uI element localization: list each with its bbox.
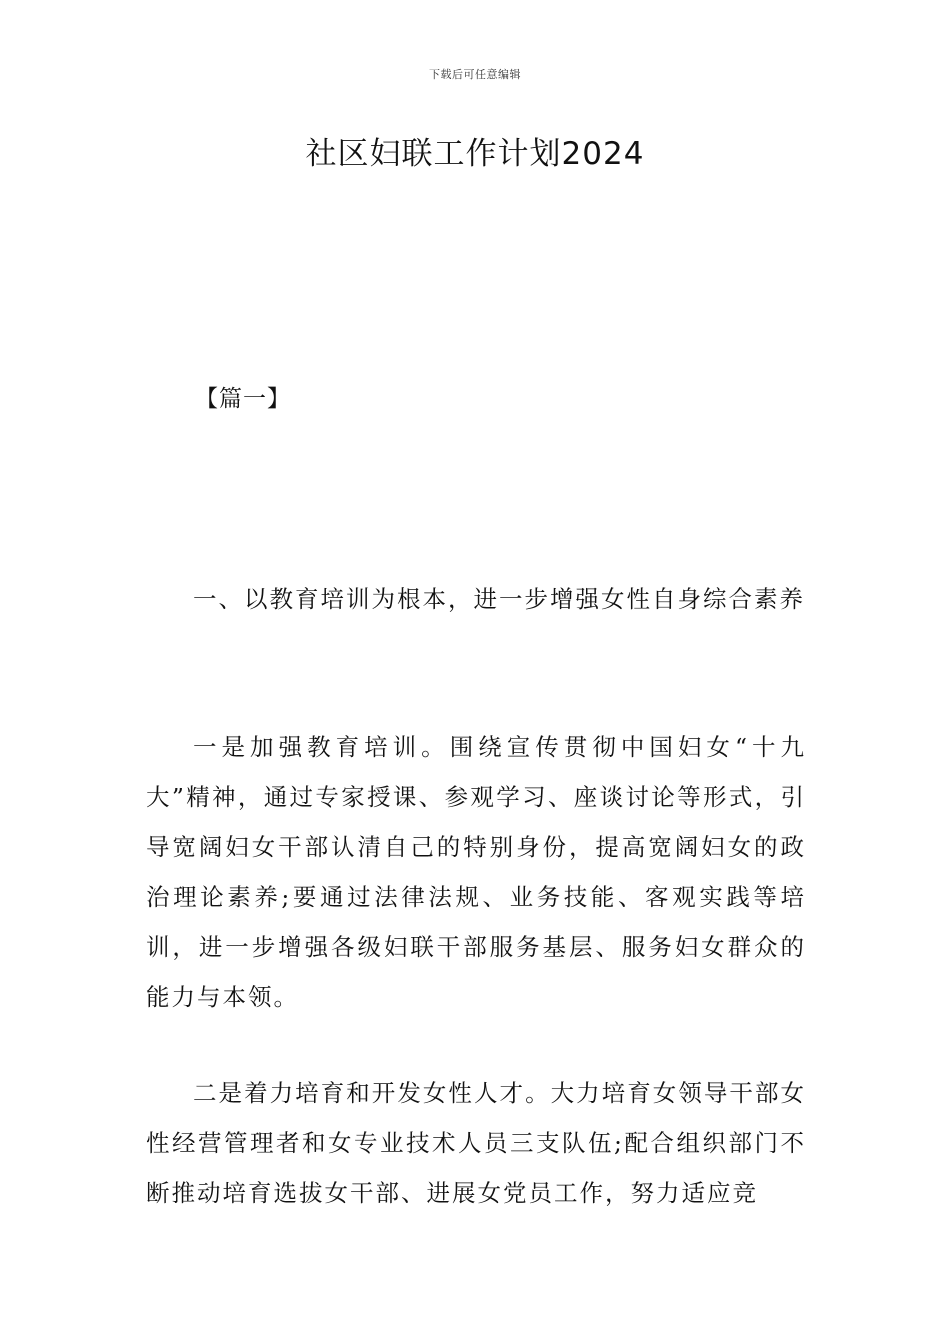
paragraph-education-training: 一是加强教育培训。围绕宣传贯彻中国妇女“十九大”精神，通过专家授课、参观学习、座谈讨论等形式，引导宽阔妇女干部认清自己的特别身份，提高宽阔妇女的政治理论素养;要通过法律法规、业务技能、客观实践等培训，进一步增强各级妇联干部服务基层、服务妇女群众的能力与本领。 <box>146 733 806 1011</box>
paragraph-heading-1: 一、以教育培训为根本，进一步增强女性自身综合素养 <box>193 585 805 613</box>
paragraph-talent-development: 二是着力培育和开发女性人才。大力培育女领导干部女性经营管理者和女专业技术人员三支队伍;配合组织部门不断推动培育选拔女干部、进展女党员工作，努力适应竞 <box>146 1079 806 1207</box>
section-label: 【篇一】 <box>195 386 291 412</box>
header-note: 下载后可任意编辑 <box>429 68 521 81</box>
document-title: 社区妇联工作计划2024 <box>305 136 645 172</box>
